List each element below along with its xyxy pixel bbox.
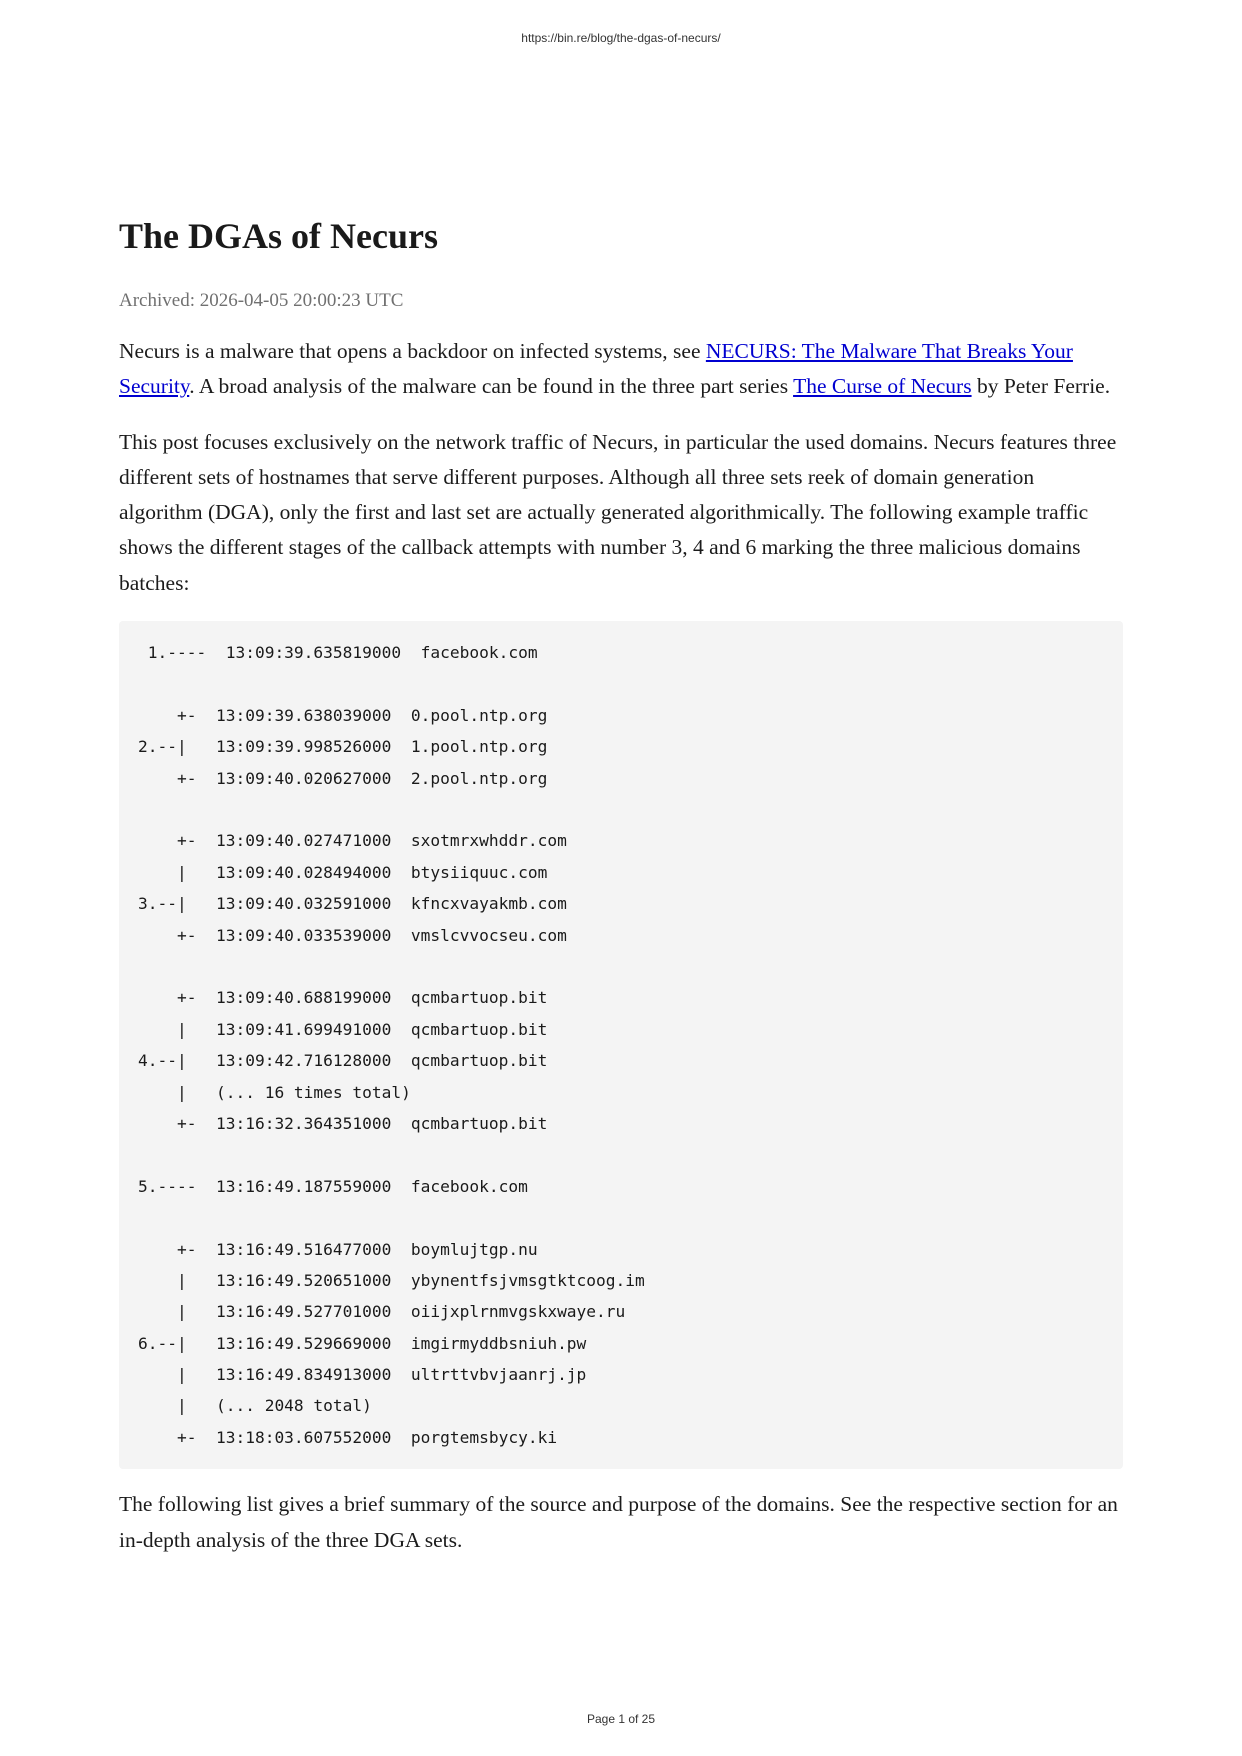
code-line: +- 13:16:49.516477000 boymlujtgp.nu: [138, 1239, 538, 1259]
code-line: [138, 951, 1104, 982]
code-line: | 13:09:41.699491000 qcmbartuop.bit: [138, 1019, 548, 1039]
code-line: 4.--| 13:09:42.716128000 qcmbartuop.bit: [138, 1051, 548, 1071]
necurs-malware-link[interactable]: NECURS: The Malware That Breaks Your Security: [119, 339, 1073, 399]
code-line: | 13:16:49.527701000 oiijxplrnmvgskxwaye.ru: [138, 1302, 626, 1322]
code-line: 5.---- 13:16:49.187559000 facebook.com: [138, 1176, 528, 1196]
article-title: The DGAs of Necurs: [119, 216, 438, 256]
code-line: +- 13:09:40.033539000 vmslcvvocseu.com: [138, 925, 567, 945]
code-line: +- 13:09:40.027471000 sxotmrxwhddr.com: [138, 831, 567, 851]
archived-timestamp: Archived: 2026-04-05 20:00:23 UTC: [119, 290, 404, 311]
focus-paragraph: This post focuses exclusively on the network traffic of Necurs, in particular the used domains. Necurs features three different sets of hostnames that serve different purposes. Although all three sets reek of domain generation algorithm (DGA), only the first and last set are actually generated algorithmically. The following example traffic shows the different stages of the callback attempts with number 3, 4 and 6 marking the three malicious domains batches:: [119, 429, 1117, 595]
code-line: [138, 1139, 1104, 1170]
code-line: [138, 1202, 1104, 1233]
code-line: | (... 2048 total): [138, 1396, 372, 1416]
code-line: | (... 16 times total): [138, 1082, 411, 1102]
code-line: 1.---- 13:09:39.635819000 facebook.com: [138, 643, 538, 663]
curse-of-necurs-link[interactable]: The Curse of Necurs: [793, 374, 972, 399]
code-line: | 13:16:49.834913000 ultrttvbvjaanrj.jp: [138, 1365, 587, 1385]
intro-paragraph: [119, 334, 1123, 405]
code-line: 2.--| 13:09:39.998526000 1.pool.ntp.org: [138, 737, 548, 757]
code-line: [138, 794, 1104, 825]
code-line: +- 13:09:40.020627000 2.pool.ntp.org: [138, 768, 548, 788]
intro-text-1: Necurs is a malware that opens a backdoor on infected systems, see: [119, 339, 706, 363]
summary-paragraph: The following list gives a brief summary of the source and purpose of the domains. See the respective section for an in-depth analysis of the three DGA sets.: [119, 1492, 1118, 1552]
article: [119, 214, 1123, 1578]
intro-text-2: . A broad analysis of the malware can be found in the three part series: [189, 374, 794, 399]
code-line: 3.--| 13:09:40.032591000 kfncxvayakmb.com: [138, 894, 567, 914]
code-line: | 13:09:40.028494000 btysiiquuc.com: [138, 862, 548, 882]
code-line: +- 13:18:03.607552000 porgtemsbycy.ki: [138, 1427, 558, 1447]
page-url: https://bin.re/blog/the-dgas-of-necurs/: [521, 31, 721, 45]
code-line: [138, 668, 1104, 699]
intro-text-3: by Peter Ferrie.: [971, 374, 1111, 399]
code-line: +- 13:16:32.364351000 qcmbartuop.bit: [138, 1113, 548, 1133]
code-line: +- 13:09:39.638039000 0.pool.ntp.org: [138, 705, 548, 725]
traffic-code-block: [119, 621, 1123, 1469]
code-line: +- 13:09:40.688199000 qcmbartuop.bit: [138, 988, 548, 1008]
page-number: Page 1 of 25: [586, 1712, 656, 1726]
code-line: | 13:16:49.520651000 ybynentfsjvmsgtktcoog.im: [138, 1270, 645, 1290]
code-line: 6.--| 13:16:49.529669000 imgirmyddbsniuh.pw: [138, 1333, 587, 1353]
